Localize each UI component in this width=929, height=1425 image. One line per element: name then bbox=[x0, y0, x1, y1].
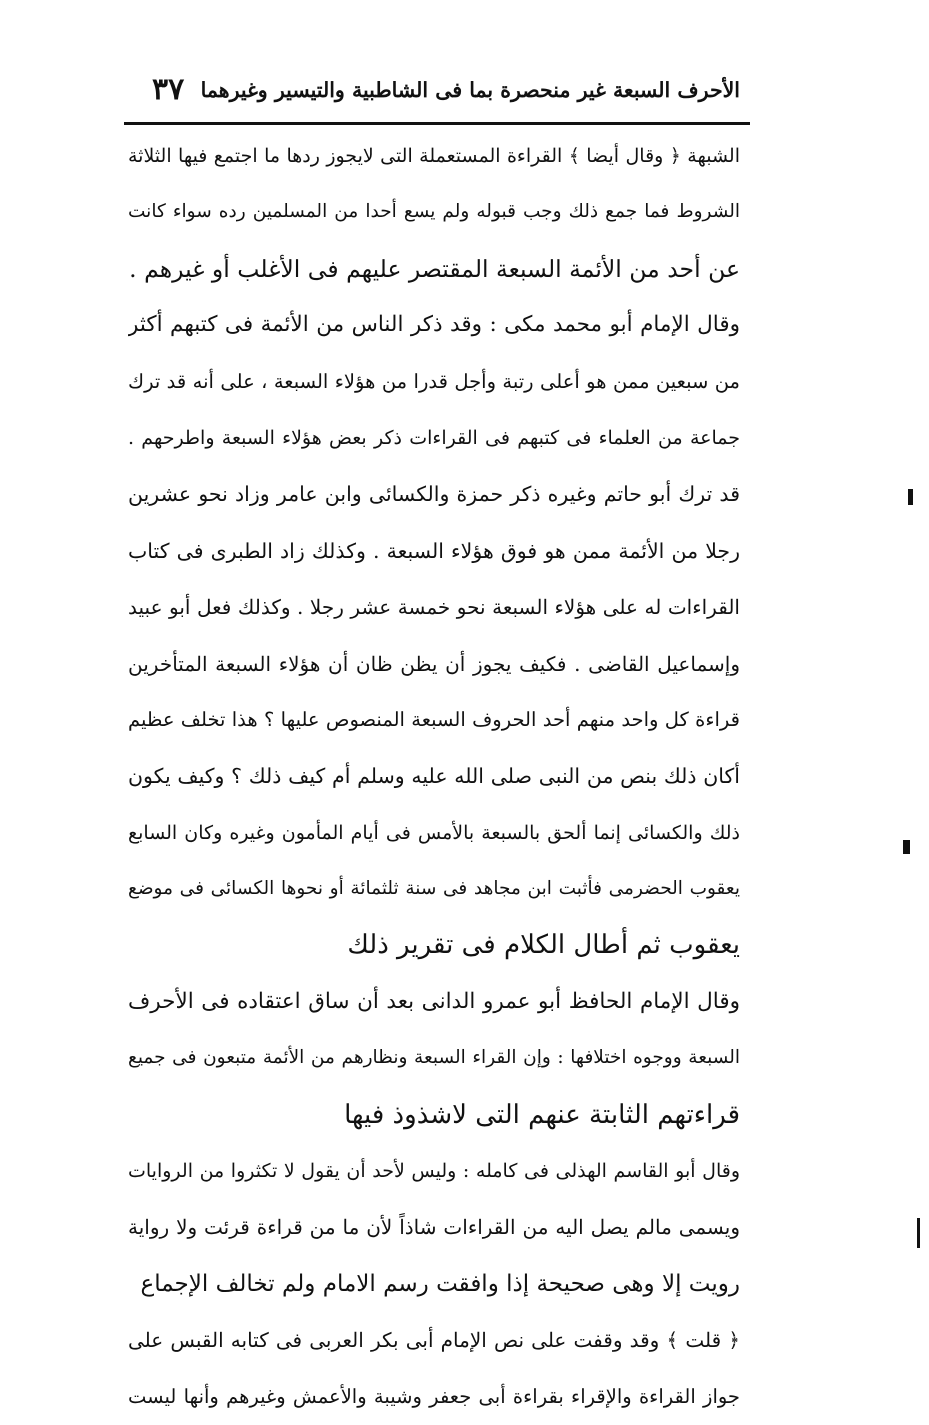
text-line: جواز القراءة والإقراء بقراءة أبى جعفر وشيبة والأعمش وغيرهم وأنها ليست bbox=[128, 1384, 740, 1408]
text-line: الشبهة ﴿ وقال أيضا ﴾ القراءة المستعملة التى لايجوز ردها ما اجتمع فيها الثلاثة bbox=[128, 145, 740, 167]
page-header bbox=[128, 62, 740, 118]
text-line: وقال أبو القاسم الهذلى فى كامله : وليس لأحد أن يقول لا تكثروا من الروايات bbox=[128, 1160, 740, 1183]
text-line: الشروط فما جمع ذلك وجب قبوله ولم يسع أحدا من المسلمين رده سواء كانت bbox=[128, 201, 740, 223]
margin-mark bbox=[908, 489, 913, 505]
margin-mark bbox=[903, 840, 910, 854]
text-line: يعقوب ثم أطال الكلام فى تقرير ذلك bbox=[347, 930, 740, 961]
body-text bbox=[128, 128, 740, 1425]
text-line: وقال الإمام الحافظ أبو عمرو الدانى بعد أن ساق اعتقاده فى الأحرف bbox=[128, 988, 740, 1014]
text-line: أكان ذلك بنص من النبى صلى الله عليه وسلم أم كيف ذلك ؟ وكيف يكون bbox=[128, 764, 740, 789]
text-line: قراءة كل واحد منهم أحد الحروف السبعة المنصوص عليها ؟ هذا تخلف عظيم bbox=[128, 707, 740, 731]
text-line: ويسمى مالم يصل اليه من القراءات شاذاً لأن ما من قراءة قرئت ولا رواية bbox=[128, 1215, 740, 1240]
text-line: يعقوب الحضرمى فأثبت ابن مجاهد فى سنة ثلثمائة أو نحوها الكسائى فى موضع bbox=[128, 878, 740, 900]
text-line: القراءات له على هؤلاء السبعة نحو خمسة عشر رجلا . وكذلك فعل أبو عبيد bbox=[128, 595, 740, 620]
text-line: السبعة ووجوه اختلافها : وإن القراء السبعة ونظارهم من الأئمة متبعون فى جميع bbox=[128, 1047, 740, 1069]
text-line: من سبعين ممن هو أعلى رتبة وأجل قدرا من هؤلاء السبعة ، على أنه قد ترك bbox=[128, 369, 740, 393]
header-rule bbox=[124, 122, 750, 125]
text-line: جماعة من العلماء فى كتبهم فى القراءات ذكر بعض هؤلاء السبعة واطرحهم . bbox=[128, 426, 740, 449]
text-line: قراءتهم الثابتة عنهم التى لاشذوذ فيها bbox=[344, 1099, 740, 1130]
text-line: قد ترك أبو حاتم وغيره ذكر حمزة والكسائى وابن عامر وزاد نحو عشرين bbox=[128, 482, 740, 507]
text-line: ذلك والكسائى إنما ألحق بالسبعة بالأمس فى أيام المأمون وغيره وكان السابع bbox=[128, 821, 740, 844]
text-line: رجلا من الأئمة ممن هو فوق هؤلاء السبعة . وكذلك زاد الطبرى فى كتاب bbox=[128, 538, 740, 563]
text-line: وقال الإمام أبو محمد مكى : وقد ذكر الناس من الأئمة فى كتبهم أكثر bbox=[128, 312, 740, 338]
page-number: ٣٧ bbox=[152, 72, 185, 107]
running-title: الأحرف السبعة غير منحصرة بما فى الشاطبية والتيسير وغيرهما bbox=[200, 78, 740, 102]
text-line: رويت إلا وهى صحيحة إذا وافقت رسم الامام ولم تخالف الإجماع bbox=[140, 1270, 740, 1297]
text-line: ﴿ قلت ﴾ وقد وقفت على نص الإمام أبى بكر العربى فى كتابه القبس على bbox=[128, 1328, 740, 1353]
text-line: عن أحد من الأئمة السبعة المقتصر عليهم فى الأغلب أو غيرهم . bbox=[129, 254, 740, 283]
margin-mark bbox=[917, 1218, 920, 1248]
text-line: وإسماعيل القاضى . فكيف يجوز أن يظن ظان أن هؤلاء السبعة المتأخرين bbox=[128, 651, 740, 676]
